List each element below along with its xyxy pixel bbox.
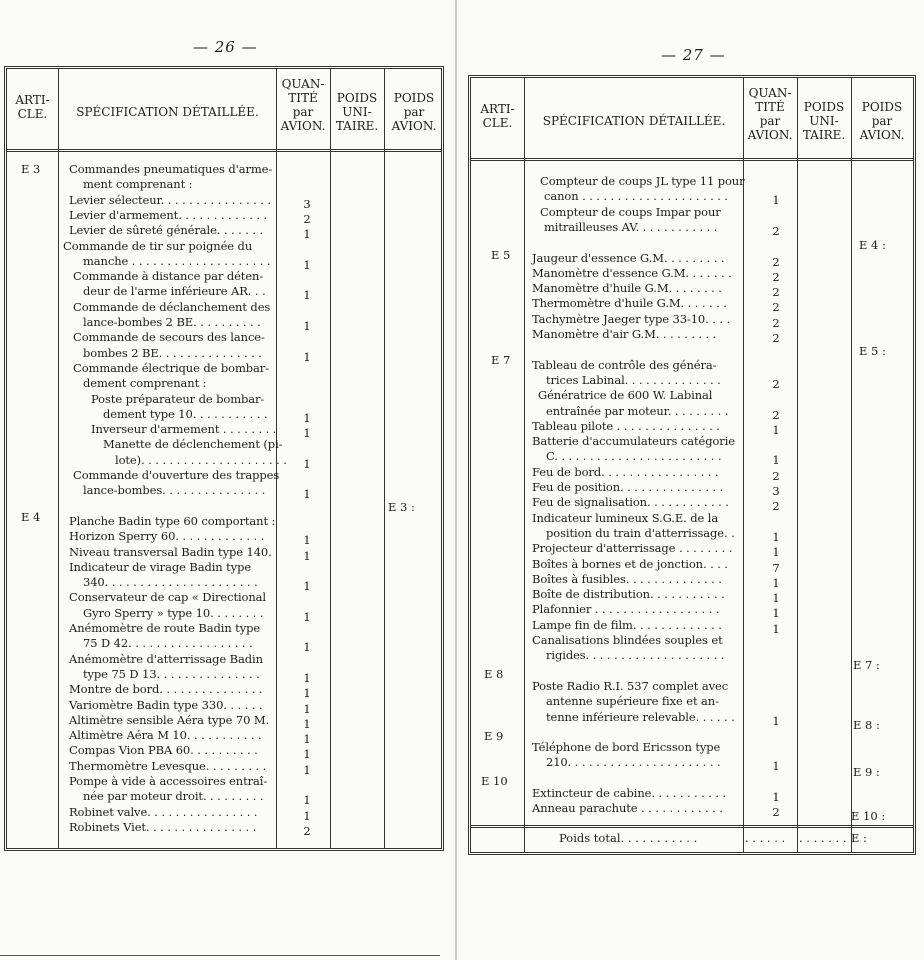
spec-line-qty: 1 xyxy=(303,747,311,762)
spec-line-text: 340. . . . . . . . . . . . . . . . . . . . . . xyxy=(83,575,258,590)
spec-line-text: Boîtes à fusibles. . . . . . . . . . . . . . xyxy=(532,571,722,586)
spec-line-text: lance-bombes 2 BE. . . . . . . . . . xyxy=(83,315,261,329)
spec-line-qty: 1 xyxy=(303,609,311,624)
spec-line-text: Commandes pneumatiques d'arme- xyxy=(69,162,273,176)
spec-line-qty: 1 xyxy=(303,349,311,364)
spec-line-qty: 1 xyxy=(772,606,780,621)
spec-line-text: manche . . . . . . . . . . . . . . . . . . . . xyxy=(83,253,271,268)
left-header-poids-unitaire: POIDS UNI- TAIRE. xyxy=(335,91,379,133)
spec-line-qty: 1 xyxy=(303,670,311,685)
spec-line-text: Poste Radio R.I. 537 complet avec xyxy=(532,678,729,693)
spec-line-qty: 2 xyxy=(303,211,311,226)
spec-line-text: Indicateur de virage Badin type xyxy=(69,559,252,574)
spec-line-qty: 1 xyxy=(303,579,311,594)
spec-line-qty: 1 xyxy=(303,716,311,731)
spec-line-text: deur de l'arme inférieure AR. . . xyxy=(83,284,266,299)
spec-line-text: Variomètre Badin type 330. . . . . . xyxy=(69,697,263,712)
spec-line-text: 75 D 42. . . . . . . . . . . . . . . . . . xyxy=(83,636,253,651)
left-article-label: E 4 xyxy=(21,510,41,524)
right-article-label: E 7 xyxy=(491,353,511,367)
spec-line-text: Boîte de distribution. . . . . . . . . . . xyxy=(532,587,725,602)
spec-line-text: Anémomètre de route Badin type xyxy=(69,621,261,635)
spec-line-qty: 1 xyxy=(772,759,780,774)
spec-line-qty: 2 xyxy=(772,805,780,820)
spec-line-text: Commande de déclanchement des xyxy=(73,299,271,314)
right-article-label: E 8 xyxy=(484,667,504,681)
spec-line-qty: 7 xyxy=(772,560,780,575)
spec-line-text: Anneau parachute . . . . . . . . . . . . xyxy=(532,801,723,816)
right-poids-entry: E 8 : xyxy=(853,718,880,732)
spec-line-text: Téléphone de bord Ericsson type xyxy=(532,740,721,755)
spec-line-qty: 1 xyxy=(772,529,780,544)
spec-line-text: trices Labinal. . . . . . . . . . . . . . xyxy=(546,372,721,387)
spec-line-text: Tachymètre Jaeger type 33-10. . . . xyxy=(532,311,731,326)
spec-line-text: Levier de sûreté générale. . . . . . . xyxy=(69,223,264,238)
spec-line-qty: 2 xyxy=(772,300,780,315)
spec-line-text: dement type 10. . . . . . . . . . . xyxy=(103,406,268,421)
spec-line-text: Inverseur d'armement . . . . . . . . xyxy=(91,422,277,437)
spec-line-text: Lampe fin de film. . . . . . . . . . . . . xyxy=(532,617,722,632)
spec-line-text: Indicateur lumineux S.G.E. de la xyxy=(532,510,719,525)
spec-line-text: position du train d'atterrissage. . xyxy=(546,525,735,540)
left-header-spec: SPÉCIFICATION DÉTAILLÉE. xyxy=(76,105,259,119)
right-col-divider-spec xyxy=(743,78,744,852)
spec-line-qty: 1 xyxy=(772,545,780,560)
spec-line-text: bombes 2 BE. . . . . . . . . . . . . . . xyxy=(83,345,262,360)
spec-line-text: C. . . . . . . . . . . . . . . . . . . . . . . . xyxy=(546,449,722,464)
spec-line-qty: 1 xyxy=(303,288,311,303)
left-table xyxy=(4,66,444,851)
left-article-label: E 3 xyxy=(21,162,41,176)
spec-line-qty: 1 xyxy=(303,762,311,777)
left-header-quantite: QUAN- TITÉ par AVION. xyxy=(280,77,326,133)
spec-line-qty: 1 xyxy=(303,319,311,333)
spec-line-text: lote). . . . . . . . . . . . . . . . . . . . . xyxy=(115,452,287,467)
left-page-bottom-rule xyxy=(0,955,440,956)
spec-line-text: Conservateur de cap « Directional xyxy=(69,590,267,605)
spec-line-text: Boîtes à bornes et de jonction. . . . xyxy=(532,556,728,571)
left-header-rule xyxy=(7,149,441,152)
spec-line-qty: 2 xyxy=(303,823,311,838)
spec-line-text: Robinet valve. . . . . . . . . . . . . . . . xyxy=(69,804,258,819)
spec-line-text: Projecteur d'atterrissage . . . . . . . . xyxy=(532,541,733,556)
spec-line-text: Plafonnier . . . . . . . . . . . . . . . . . . xyxy=(532,602,720,617)
spec-line-qty: 2 xyxy=(772,269,780,284)
spec-line-qty: 2 xyxy=(772,499,780,514)
spec-line-qty: 1 xyxy=(303,701,311,716)
right-total-qty: . . . . . . xyxy=(745,831,786,845)
spec-line-text: antenne supérieure fixe et an- xyxy=(546,694,719,709)
right-header-poids-avion: POIDS par AVION. xyxy=(859,100,905,142)
spec-line-text: Feu de position. . . . . . . . . . . . . . . xyxy=(532,480,724,494)
left-col-divider-unit xyxy=(384,69,385,848)
spec-line-qty: 2 xyxy=(772,254,780,269)
spec-line-qty: 1 xyxy=(303,456,311,471)
spec-line-qty: 2 xyxy=(772,223,780,238)
right-article-label: E 9 xyxy=(484,729,504,743)
spec-line-qty: 2 xyxy=(772,285,780,300)
spec-line-text: Feu de bord. . . . . . . . . . . . . . . . . xyxy=(532,464,719,479)
spec-line-text: Manomètre d'essence G.M. . . . . . . xyxy=(532,265,732,280)
spec-line-text: Manomètre d'air G.M. . . . . . . . . xyxy=(532,327,717,341)
spec-line-text: canon . . . . . . . . . . . . . . . . . . . . . xyxy=(544,189,728,204)
spec-line-text: Tableau de contrôle des généra- xyxy=(532,357,717,372)
spec-line-qty: 1 xyxy=(303,732,311,747)
spec-line-text: mitrailleuses AV. . . . . . . . . . . . xyxy=(544,219,718,234)
right-poids-entry: E 4 : xyxy=(859,238,886,252)
right-poids-entry: E 5 : xyxy=(859,344,886,358)
spec-line-text: Commande de secours des lance- xyxy=(73,330,265,345)
spec-line-qty: 3 xyxy=(772,484,780,498)
spec-line-qty: 1 xyxy=(303,808,311,823)
spec-line-text: Montre de bord. . . . . . . . . . . . . . . xyxy=(69,682,263,697)
spec-line-qty: 3 xyxy=(303,196,311,211)
right-poids-entry: E 7 : xyxy=(853,658,880,672)
spec-line-text: Altimètre Aéra M 10. . . . . . . . . . . xyxy=(69,728,262,743)
spec-line-qty: 2 xyxy=(772,331,780,345)
right-poids-entry: E 9 : xyxy=(853,765,880,779)
spec-line-text: Génératrice de 600 W. Labinal xyxy=(538,388,713,403)
spec-line-qty: 1 xyxy=(772,575,780,590)
spec-line-qty: 1 xyxy=(772,193,780,208)
right-table xyxy=(468,75,916,855)
spec-line-qty: 1 xyxy=(303,793,311,808)
spec-line-qty: 1 xyxy=(772,713,780,728)
left-page-number: — 26 — xyxy=(193,38,258,56)
spec-line-text: Horizon Sperry 60. . . . . . . . . . . . . xyxy=(69,529,265,544)
spec-line-text: Poste préparateur de bombar- xyxy=(91,391,265,406)
spec-line-text: Robinets Viet. . . . . . . . . . . . . . . . xyxy=(69,819,257,834)
right-page-number: — 27 — xyxy=(661,46,726,64)
spec-line-text: dement comprenant : xyxy=(83,376,207,391)
left-col-divider-qty xyxy=(330,69,331,848)
spec-line-qty: 1 xyxy=(303,410,311,425)
right-col-divider-unit xyxy=(851,78,852,852)
spec-line-text: Canalisations blindées souples et xyxy=(532,633,723,647)
spec-line-text: Manomètre d'huile G.M. . . . . . . . xyxy=(532,281,722,296)
spec-line-text: rigides. . . . . . . . . . . . . . . . . . . . xyxy=(546,648,725,663)
spec-line-text: Planche Badin type 60 comportant : xyxy=(69,513,276,528)
spec-line-text: Anémomètre d'atterrissage Badin xyxy=(69,651,263,666)
spec-line-text: Compteur de coups JL type 11 pour xyxy=(540,174,745,188)
spec-line-qty: 1 xyxy=(772,591,780,606)
right-total-label: Poids total. . . . . . . . . . . xyxy=(559,831,698,845)
right-col-divider-qty xyxy=(797,78,798,852)
right-header-poids-unitaire: POIDS UNI- TAIRE. xyxy=(802,100,846,142)
right-header-rule xyxy=(471,158,913,161)
right-total-avion: E : xyxy=(851,831,867,845)
spec-line-text: Commande de tir sur poignée du xyxy=(63,238,253,253)
right-header-article: ARTI- CLE. xyxy=(480,102,515,130)
left-header-article: ARTI- CLE. xyxy=(15,93,50,121)
left-col-divider-article xyxy=(58,69,59,848)
left-poids-entry: E 3 : xyxy=(388,500,415,514)
right-article-label: E 5 xyxy=(491,248,511,262)
spec-line-text: Levier sélecteur. . . . . . . . . . . . . . . . xyxy=(69,192,271,207)
spec-line-text: lance-bombes. . . . . . . . . . . . . . . xyxy=(83,483,266,498)
spec-line-text: Tableau pilote . . . . . . . . . . . . . . . xyxy=(532,418,720,433)
spec-line-text: née par moteur droit. . . . . . . . . xyxy=(83,789,264,804)
right-total-rule xyxy=(471,825,913,828)
right-poids-entry: E 10 : xyxy=(851,809,886,823)
spec-line-qty: 2 xyxy=(772,376,780,391)
spec-line-qty: 1 xyxy=(303,257,311,272)
spec-line-text: Extincteur de cabine. . . . . . . . . . . xyxy=(532,786,727,800)
spec-line-text: Compas Vion PBA 60. . . . . . . . . . xyxy=(69,743,258,758)
spec-line-text: Batterie d'accumulateurs catégorie xyxy=(532,434,735,449)
spec-line-qty: 1 xyxy=(303,640,311,655)
right-col-divider-article xyxy=(524,78,525,852)
spec-line-text: entraînée par moteur. . . . . . . . . xyxy=(546,403,729,418)
spec-line-qty: 2 xyxy=(772,468,780,483)
spec-line-text: type 75 D 13. . . . . . . . . . . . . . . xyxy=(83,666,260,681)
spec-line-text: Commande à distance par déten- xyxy=(73,269,264,284)
spec-line-text: Pompe à vide à accessoires entraî- xyxy=(69,774,268,788)
spec-line-text: 210. . . . . . . . . . . . . . . . . . . . . . xyxy=(546,755,721,770)
right-article-label: E 10 xyxy=(481,774,508,788)
left-header-poids-avion: POIDS par AVION. xyxy=(391,91,437,133)
spec-line-qty: 2 xyxy=(772,315,780,330)
spec-line-qty: 1 xyxy=(303,533,311,548)
spec-line-text: Commande électrique de bombar- xyxy=(73,360,269,375)
spec-line-qty: 1 xyxy=(303,487,311,502)
spec-line-qty: 1 xyxy=(303,227,311,242)
spec-line-text: Compteur de coups Impar pour xyxy=(540,204,721,219)
book-spine xyxy=(455,0,457,960)
spec-line-text: ment comprenant : xyxy=(83,177,193,192)
spec-line-qty: 1 xyxy=(303,426,311,441)
spec-line-qty: 1 xyxy=(303,548,311,563)
spec-line-text: Thermomètre Levesque. . . . . . . . . xyxy=(69,758,267,773)
spec-line-qty: 1 xyxy=(772,453,780,468)
spec-line-qty: 1 xyxy=(772,621,780,636)
spec-line-text: Levier d'armement. . . . . . . . . . . . . xyxy=(69,207,268,222)
spec-line-text: Gyro Sperry » type 10. . . . . . . . xyxy=(83,605,264,620)
spec-line-text: Altimètre sensible Aéra type 70 M. xyxy=(69,712,270,727)
spec-line-text: Feu de signalisation. . . . . . . . . . . . xyxy=(532,495,729,510)
spec-line-text: Thermomètre d'huile G.M. . . . . . . xyxy=(532,296,727,311)
spec-line-text: Commande d'ouverture des trappes xyxy=(73,468,280,482)
right-header-spec: SPÉCIFICATION DÉTAILLÉE. xyxy=(542,114,726,128)
right-total-unit: . . . . . . . xyxy=(799,831,847,845)
spec-line-text: Niveau transversal Badin type 140. xyxy=(69,544,272,559)
spec-line-qty: 2 xyxy=(772,407,780,422)
spec-line-qty: 1 xyxy=(772,790,780,804)
spec-line-qty: 1 xyxy=(303,686,311,701)
spec-line-text: tenne inférieure relevable. . . . . . xyxy=(546,709,735,724)
spec-line-text: Manette de déclenchement (pi- xyxy=(103,437,283,452)
right-header-quantite: QUAN- TITÉ par AVION. xyxy=(747,86,793,142)
spec-line-text: Jaugeur d'essence G.M. . . . . . . . . xyxy=(532,250,725,265)
spec-line-qty: 1 xyxy=(772,422,780,437)
